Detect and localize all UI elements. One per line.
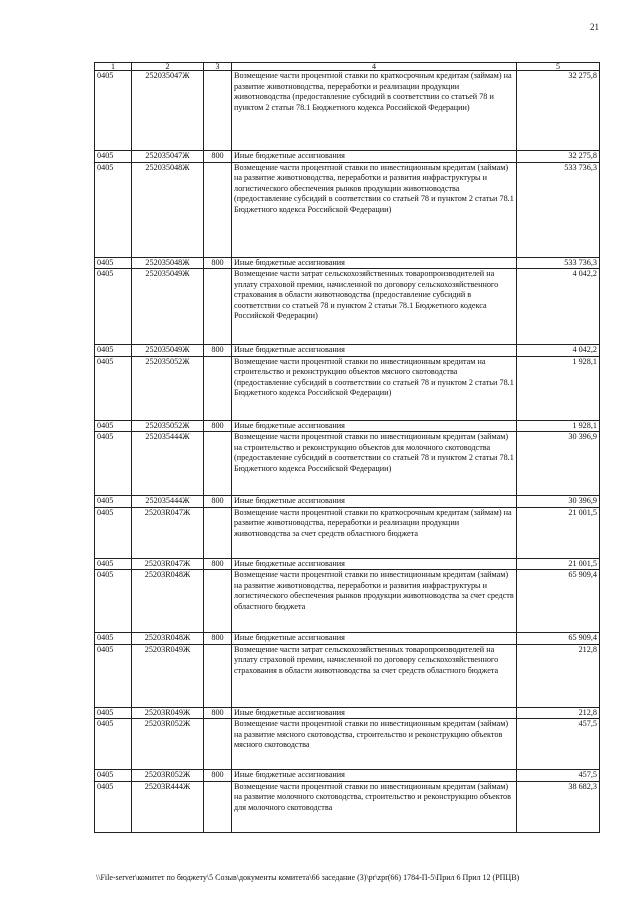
target-article-cell: 252035444Ж (132, 496, 204, 508)
table-row (95, 633, 600, 645)
amount-cell: 65 909,4 (517, 570, 600, 633)
description-cell: Возмещение части процентной ставки по инвестиционным кредитам (займам) на развитие мясного скотоводства, строительство и реконструкцию объектов мясного скотоводства (232, 719, 517, 770)
amount-cell: 38 682,3 (517, 781, 600, 832)
table-row (95, 507, 600, 558)
expense-type-cell (204, 570, 232, 633)
section-code-cell: 0405 (95, 507, 132, 558)
section-code-cell: 0405 (95, 770, 132, 782)
expense-type-cell: 800 (204, 496, 232, 508)
expense-type-cell (204, 781, 232, 832)
section-code-cell: 0405 (95, 644, 132, 707)
section-code-cell: 0405 (95, 496, 132, 508)
description-cell: Иные бюджетные ассигнования (232, 151, 517, 163)
amount-cell: 533 736,3 (517, 162, 600, 257)
budget-table (94, 62, 600, 833)
amount-cell: 30 396,9 (517, 496, 600, 508)
column-header-3: 3 (204, 63, 232, 71)
description-cell: Иные бюджетные ассигнования (232, 496, 517, 508)
description-cell: Иные бюджетные ассигнования (232, 345, 517, 357)
target-article-cell: 252035052Ж (132, 356, 204, 420)
description-cell: Иные бюджетные ассигнования (232, 257, 517, 269)
target-article-cell: 252035444Ж (132, 432, 204, 496)
page-number: 21 (590, 22, 599, 32)
section-code-cell: 0405 (95, 345, 132, 357)
target-article-cell: 25203R047Ж (132, 558, 204, 570)
expense-type-cell: 800 (204, 558, 232, 570)
description-cell: Иные бюджетные ассигнования (232, 420, 517, 432)
amount-cell: 65 909,4 (517, 633, 600, 645)
target-article-cell: 25203R049Ж (132, 644, 204, 707)
description-cell: Иные бюджетные ассигнования (232, 558, 517, 570)
description-cell: Возмещение части процентной ставки по краткосрочным кредитам (займам) на развитие животноводства, переработки и реализации продукции животноводства (предоставление субсидий в соответствии со статьей 78 и пунктом 2 статьи 78.1 Бюджетного кодекса Российской Федерации) (232, 71, 517, 151)
target-article-cell: 25203R048Ж (132, 633, 204, 645)
expense-type-cell: 800 (204, 151, 232, 163)
table-row (95, 570, 600, 633)
amount-cell: 1 928,1 (517, 420, 600, 432)
amount-cell: 457,5 (517, 719, 600, 770)
description-cell: Возмещение части затрат сельскохозяйственных товаропроизводителей на уплату страховой премии, начисленной по договору сельскохозяйственного страхования в области животноводства за счет средств областного бюджета (232, 644, 517, 707)
expense-type-cell (204, 719, 232, 770)
table-row (95, 558, 600, 570)
table-body (95, 71, 600, 833)
section-code-cell: 0405 (95, 71, 132, 151)
expense-type-cell (204, 644, 232, 707)
section-code-cell: 0405 (95, 707, 132, 719)
table-row (95, 162, 600, 257)
column-header-5: 5 (517, 63, 600, 71)
expense-type-cell: 800 (204, 770, 232, 782)
section-code-cell: 0405 (95, 356, 132, 420)
target-article-cell: 252035049Ж (132, 345, 204, 357)
section-code-cell: 0405 (95, 257, 132, 269)
table-row (95, 432, 600, 496)
amount-cell: 533 736,3 (517, 257, 600, 269)
table-row (95, 151, 600, 163)
table-row (95, 356, 600, 420)
amount-cell: 30 396,9 (517, 432, 600, 496)
amount-cell: 4 042,2 (517, 345, 600, 357)
expense-type-cell (204, 162, 232, 257)
description-cell: Возмещение части процентной ставки по инвестиционным кредитам (займам) на строительство и реконструкцию объектов для молочного скотоводства (предоставление субсидий в соответствии со статьей 78 и пунктом 2 статьи 78.1 Бюджетного кодекса Российской Федерации) (232, 432, 517, 496)
section-code-cell: 0405 (95, 432, 132, 496)
amount-cell: 21 001,5 (517, 507, 600, 558)
target-article-cell: 25203R052Ж (132, 770, 204, 782)
description-cell: Возмещение части процентной ставки по инвестиционным кредитам (займам) на развитие животноводства, переработки и развития инфраструктуры и логистического обеспечения рынков продукции животноводства за счет средств областного бюджета (232, 570, 517, 633)
table-row (95, 71, 600, 151)
section-code-cell: 0405 (95, 570, 132, 633)
table-row (95, 420, 600, 432)
table-row (95, 707, 600, 719)
target-article-cell: 252035049Ж (132, 269, 204, 345)
table-row (95, 496, 600, 508)
description-cell: Возмещение части затрат сельскохозяйственных товаропроизводителей на уплату страховой премии, начисленной по договору сельскохозяйственного страхования в области животноводства (предоставление субсидий в соответствии со статьей 78 и пунктом 2 статьи 78.1 Бюджетного кодекса Российской Федерации) (232, 269, 517, 345)
amount-cell: 1 928,1 (517, 356, 600, 420)
table-row (95, 781, 600, 832)
column-header-2: 2 (132, 63, 204, 71)
target-article-cell: 252035047Ж (132, 151, 204, 163)
section-code-cell: 0405 (95, 269, 132, 345)
section-code-cell: 0405 (95, 719, 132, 770)
description-cell: Иные бюджетные ассигнования (232, 707, 517, 719)
table-row (95, 257, 600, 269)
amount-cell: 32 275,8 (517, 71, 600, 151)
section-code-cell: 0405 (95, 558, 132, 570)
expense-type-cell: 800 (204, 420, 232, 432)
expense-type-cell: 800 (204, 707, 232, 719)
amount-cell: 212,8 (517, 707, 600, 719)
section-code-cell: 0405 (95, 162, 132, 257)
section-code-cell: 0405 (95, 781, 132, 832)
amount-cell: 212,8 (517, 644, 600, 707)
section-code-cell: 0405 (95, 420, 132, 432)
column-number-row (95, 63, 600, 71)
expense-type-cell (204, 269, 232, 345)
amount-cell: 32 275,8 (517, 151, 600, 163)
target-article-cell: 252035048Ж (132, 257, 204, 269)
section-code-cell: 0405 (95, 151, 132, 163)
target-article-cell: 25203R049Ж (132, 707, 204, 719)
expense-type-cell: 800 (204, 633, 232, 645)
expense-type-cell (204, 432, 232, 496)
file-path-footer: \\File-server\комитет по бюджету\5 Созыв\документы комитета\66 заседание (3)\pr\zpr(66) 1784-П-5\Прил 6 Прил 12 (РПЦВ) (96, 873, 520, 882)
expense-type-cell (204, 507, 232, 558)
target-article-cell: 25203R047Ж (132, 507, 204, 558)
target-article-cell: 252035052Ж (132, 420, 204, 432)
amount-cell: 4 042,2 (517, 269, 600, 345)
target-article-cell: 25203R052Ж (132, 719, 204, 770)
expense-type-cell: 800 (204, 257, 232, 269)
target-article-cell: 252035047Ж (132, 71, 204, 151)
section-code-cell: 0405 (95, 633, 132, 645)
table-row (95, 269, 600, 345)
column-header-4: 4 (232, 63, 517, 71)
target-article-cell: 25203R048Ж (132, 570, 204, 633)
column-header-1: 1 (95, 63, 132, 71)
description-cell: Возмещение части процентной ставки по краткосрочным кредитам (займам) на развитие животноводства, переработки и реализации продукции животноводства за счет средств областного бюджета (232, 507, 517, 558)
table-row (95, 770, 600, 782)
amount-cell: 457,5 (517, 770, 600, 782)
expense-type-cell (204, 356, 232, 420)
target-article-cell: 25203R444Ж (132, 781, 204, 832)
amount-cell: 21 001,5 (517, 558, 600, 570)
table-row (95, 644, 600, 707)
expense-type-cell (204, 71, 232, 151)
description-cell: Иные бюджетные ассигнования (232, 633, 517, 645)
table-row (95, 345, 600, 357)
description-cell: Возмещение части процентной ставки по инвестиционным кредитам (займам) на развитие животноводства, переработки и развития инфраструктуры и логистического обеспечения рынков продукции животноводства (предоставление субсидий в соответствии со статьей 78 и пунктом 2 статьи 78.1 Бюджетного кодекса Российской Федерации) (232, 162, 517, 257)
table-row (95, 719, 600, 770)
target-article-cell: 252035048Ж (132, 162, 204, 257)
description-cell: Возмещение части процентной ставки по инвестиционным кредитам на строительство и реконструкцию объектов мясного скотоводства (предоставление субсидий в соответствии со статьей 78 и пунктом 2 статьи 78.1 Бюджетного кодекса Российской Федерации) (232, 356, 517, 420)
description-cell: Возмещение части процентной ставки по инвестиционным кредитам (займам) на развитие молочного скотоводства, строительство и реконструкцию объектов для молочного скотоводства (232, 781, 517, 832)
description-cell: Иные бюджетные ассигнования (232, 770, 517, 782)
expense-type-cell: 800 (204, 345, 232, 357)
